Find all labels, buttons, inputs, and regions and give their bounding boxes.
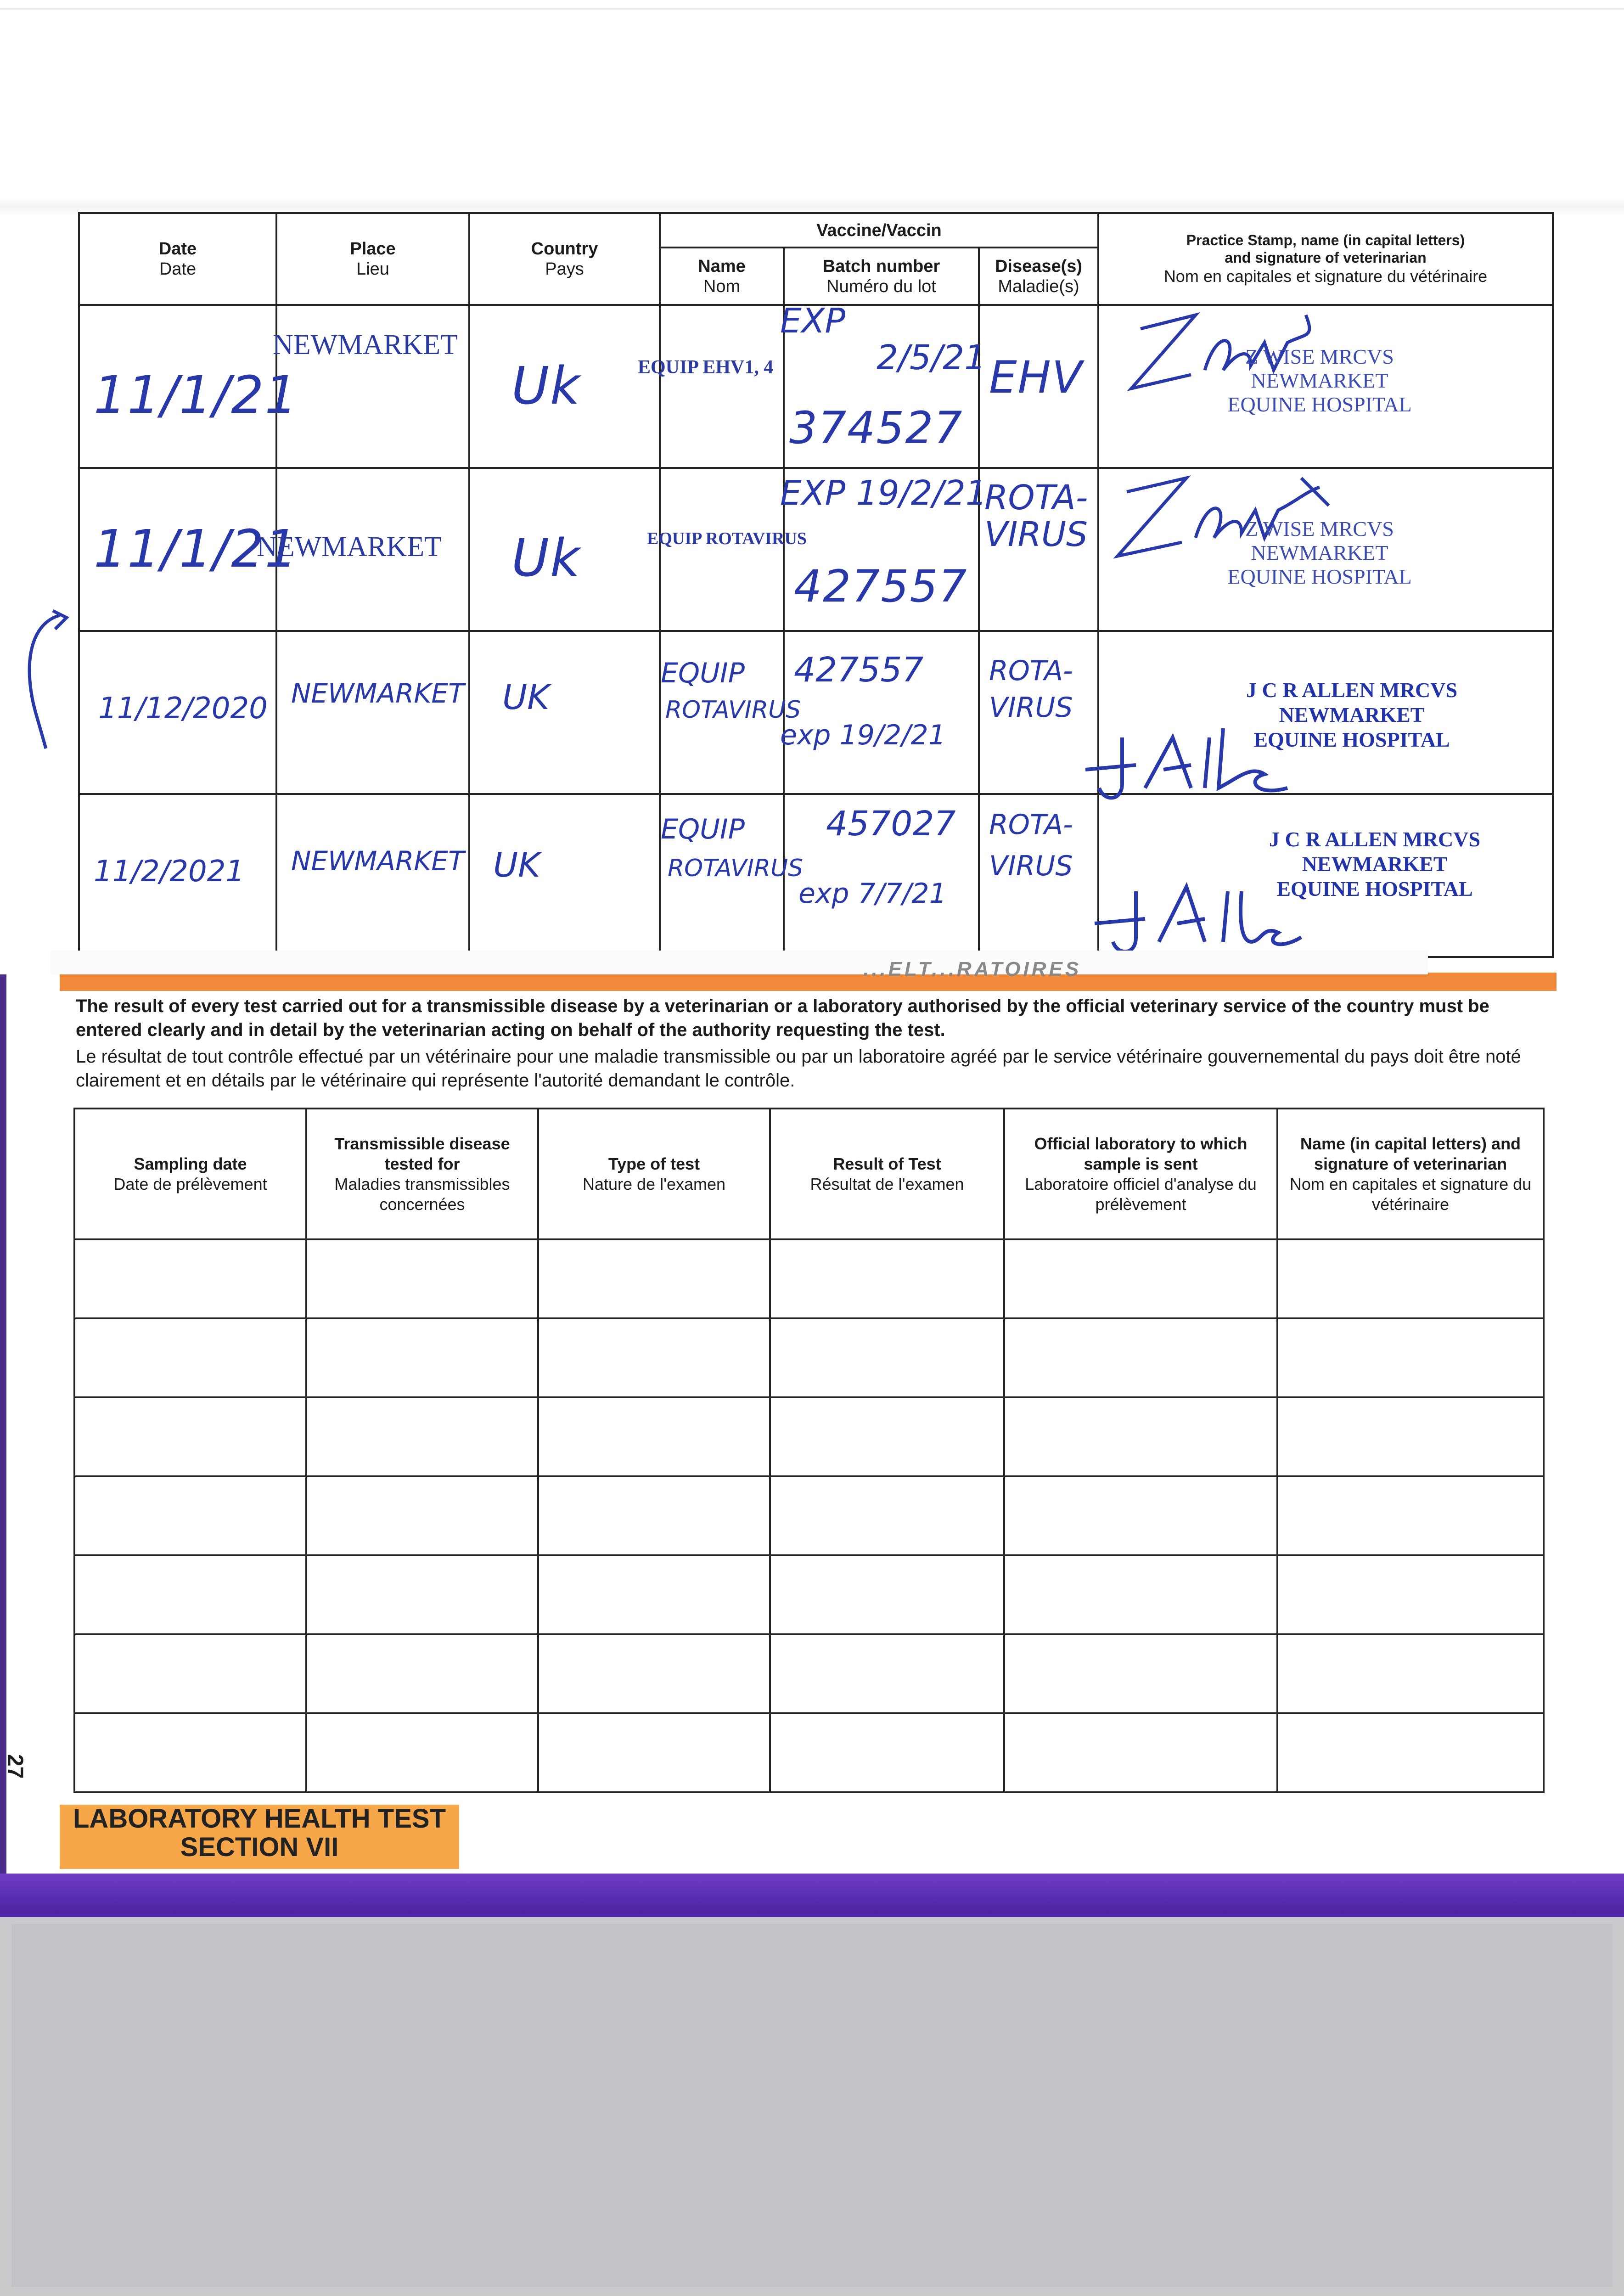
torn-page-strip (51, 951, 1428, 974)
header-vaccine: Vaccine/Vaccin (660, 213, 1098, 248)
empty-cell[interactable] (306, 1713, 538, 1792)
lab-empty-row (74, 1555, 1544, 1634)
lab-empty-row (74, 1318, 1544, 1397)
empty-cell[interactable] (1004, 1397, 1277, 1476)
section-label (60, 1805, 459, 1869)
empty-cell[interactable] (74, 1397, 306, 1476)
empty-cell[interactable] (306, 1239, 538, 1318)
row-date: 11/1/21 (79, 468, 276, 631)
header-disease-tested: Transmissible disease tested for Maladies transmissibles concernées (306, 1109, 538, 1239)
empty-cell[interactable] (1004, 1555, 1277, 1634)
vaccination-row (79, 468, 1553, 631)
empty-cell[interactable] (1277, 1555, 1544, 1634)
empty-cell[interactable] (1004, 1634, 1277, 1713)
book-spine (0, 974, 6, 1874)
empty-cell[interactable] (770, 1555, 1004, 1634)
empty-cell[interactable] (306, 1397, 538, 1476)
page-number: 27 (3, 1754, 27, 1779)
empty-cell[interactable] (1277, 1239, 1544, 1318)
header-date: Date Date (79, 213, 276, 305)
empty-cell[interactable] (770, 1476, 1004, 1555)
header-result: Result of Test Résultat de l'examen (770, 1109, 1004, 1239)
header-stamp: Practice Stamp, name (in capital letters) and signature of veterinarian Nom en capitales et signature du vétérinaire (1098, 213, 1553, 305)
empty-cell[interactable] (74, 1634, 306, 1713)
empty-cell[interactable] (306, 1476, 538, 1555)
row-country: UK (469, 631, 660, 794)
margin-bracket-icon (9, 597, 73, 762)
row-country: UK (469, 794, 660, 957)
empty-cell[interactable] (74, 1476, 306, 1555)
empty-cell[interactable] (770, 1318, 1004, 1397)
empty-cell[interactable] (306, 1634, 538, 1713)
row-place: NEWMARKET (276, 468, 469, 631)
row-stamp: J C R ALLEN MRCVS NEWMARKET EQUINE HOSPITAL (1098, 794, 1553, 957)
page-top-edge (0, 8, 1624, 10)
empty-cell[interactable] (770, 1634, 1004, 1713)
row-place: NEWMARKET (276, 305, 469, 468)
row-country: Uk (469, 305, 660, 468)
header-disease: Disease(s) Maladie(s) (979, 248, 1098, 305)
instructions-fr: Le résultat de tout contrôle effectué par un vétérinaire pour une maladie transmissible ou par un laboratoire agréé par le service vétérinaire gouvernemental du pays doit être noté clairement et en détails par le vétérinaire qui représente l'autorité demandant le contrôle. (76, 1047, 1521, 1091)
row-stamp: Z WISE MRCVS NEWMARKET EQUINE HOSPITAL (1098, 468, 1553, 631)
row-vaccine-name: EQUIP ROTAVIRUS (660, 631, 784, 794)
row-disease: EHV (979, 305, 1098, 468)
row-disease: ROTA- VIRUS (979, 794, 1098, 957)
purple-cover-band (0, 1874, 1624, 1917)
empty-cell[interactable] (1004, 1476, 1277, 1555)
scanner-background-inner (11, 1924, 1613, 2287)
row-country: Uk (469, 468, 660, 631)
empty-cell[interactable] (74, 1555, 306, 1634)
empty-cell[interactable] (770, 1239, 1004, 1318)
row-vaccine-name: EQUIP ROTAVIRUS (660, 468, 784, 631)
row-disease: ROTA- VIRUS (979, 468, 1098, 631)
empty-cell[interactable] (1004, 1713, 1277, 1792)
empty-cell[interactable] (1004, 1239, 1277, 1318)
section-number: SECTION VII (180, 1832, 339, 1862)
row-batch: 427557 exp 19/2/21 (784, 631, 979, 794)
empty-cell[interactable] (74, 1239, 306, 1318)
row-stamp: Z WISE MRCVS NEWMARKET EQUINE HOSPITAL (1098, 305, 1553, 468)
row-date: 11/12/2020 (79, 631, 276, 794)
empty-cell[interactable] (1277, 1713, 1544, 1792)
row-disease: ROTA- VIRUS (979, 631, 1098, 794)
header-vaccine-name: Name Nom (660, 248, 784, 305)
empty-cell[interactable] (74, 1318, 306, 1397)
row-batch: EXP 2/5/21 374527 (784, 305, 979, 468)
row-stamp: J C R ALLEN MRCVS NEWMARKET EQUINE HOSPITAL (1098, 631, 1553, 794)
empty-cell[interactable] (1277, 1476, 1544, 1555)
page-edge-strip (60, 973, 1557, 991)
empty-cell[interactable] (1277, 1397, 1544, 1476)
row-place: NEWMARKET (276, 631, 469, 794)
empty-cell[interactable] (1277, 1318, 1544, 1397)
torn-strip-text: ...ELT...RATOIRES (863, 958, 1082, 980)
empty-cell[interactable] (1004, 1318, 1277, 1397)
header-sampling-date: Sampling date Date de prélèvement (74, 1109, 306, 1239)
row-date: 11/2/2021 (79, 794, 276, 957)
empty-cell[interactable] (306, 1555, 538, 1634)
empty-cell[interactable] (538, 1634, 770, 1713)
lab-empty-row (74, 1476, 1544, 1555)
header-country: Country Pays (469, 213, 660, 305)
lab-empty-row (74, 1713, 1544, 1792)
vaccination-table (78, 212, 1554, 958)
lab-empty-row (74, 1634, 1544, 1713)
empty-cell[interactable] (538, 1239, 770, 1318)
vaccination-row (79, 794, 1553, 957)
header-batch-number: Batch number Numéro du lot (784, 248, 979, 305)
empty-cell[interactable] (538, 1476, 770, 1555)
row-date: 11/1/21 (79, 305, 276, 468)
row-batch: EXP 19/2/21 427557 (784, 468, 979, 631)
row-vaccine-name: EQUIP EHV1, 4 (660, 305, 784, 468)
header-veterinarian: Name (in capital letters) and signature of veterinarian Nom en capitales et signature du vétérinaire (1277, 1109, 1544, 1239)
instructions-en: The result of every test carried out for a transmissible disease by a veterinarian or a laboratory authorised by the official veterinary service of the country must be entered clearly and in detail by the veterinarian acting on behalf of the authority requesting the test. (76, 996, 1489, 1040)
empty-cell[interactable] (538, 1318, 770, 1397)
header-place: Place Lieu (276, 213, 469, 305)
vaccination-row (79, 631, 1553, 794)
empty-cell[interactable] (74, 1713, 306, 1792)
row-vaccine-name: EQUIP ROTAVIRUS (660, 794, 784, 957)
row-place: NEWMARKET (276, 794, 469, 957)
section-title: LABORATORY HEALTH TEST (73, 1804, 446, 1834)
empty-cell[interactable] (538, 1555, 770, 1634)
empty-cell[interactable] (306, 1318, 538, 1397)
empty-cell[interactable] (770, 1713, 1004, 1792)
header-type-of-test: Type of test Nature de l'examen (538, 1109, 770, 1239)
signature-icon (1085, 864, 1315, 960)
laboratory-test-table (73, 1108, 1545, 1793)
lab-empty-row (74, 1239, 1544, 1318)
row-batch: 457027 exp 7/7/21 (784, 794, 979, 957)
empty-cell[interactable] (770, 1397, 1004, 1476)
lab-header-row (74, 1109, 1544, 1239)
empty-cell[interactable] (538, 1713, 770, 1792)
header-official-laboratory: Official laboratory to which sample is sent Laboratoire officiel d'analyse du prélèvement (1004, 1109, 1277, 1239)
empty-cell[interactable] (538, 1397, 770, 1476)
empty-cell[interactable] (1277, 1634, 1544, 1713)
lab-empty-row (74, 1397, 1544, 1476)
vaccination-row (79, 305, 1553, 468)
